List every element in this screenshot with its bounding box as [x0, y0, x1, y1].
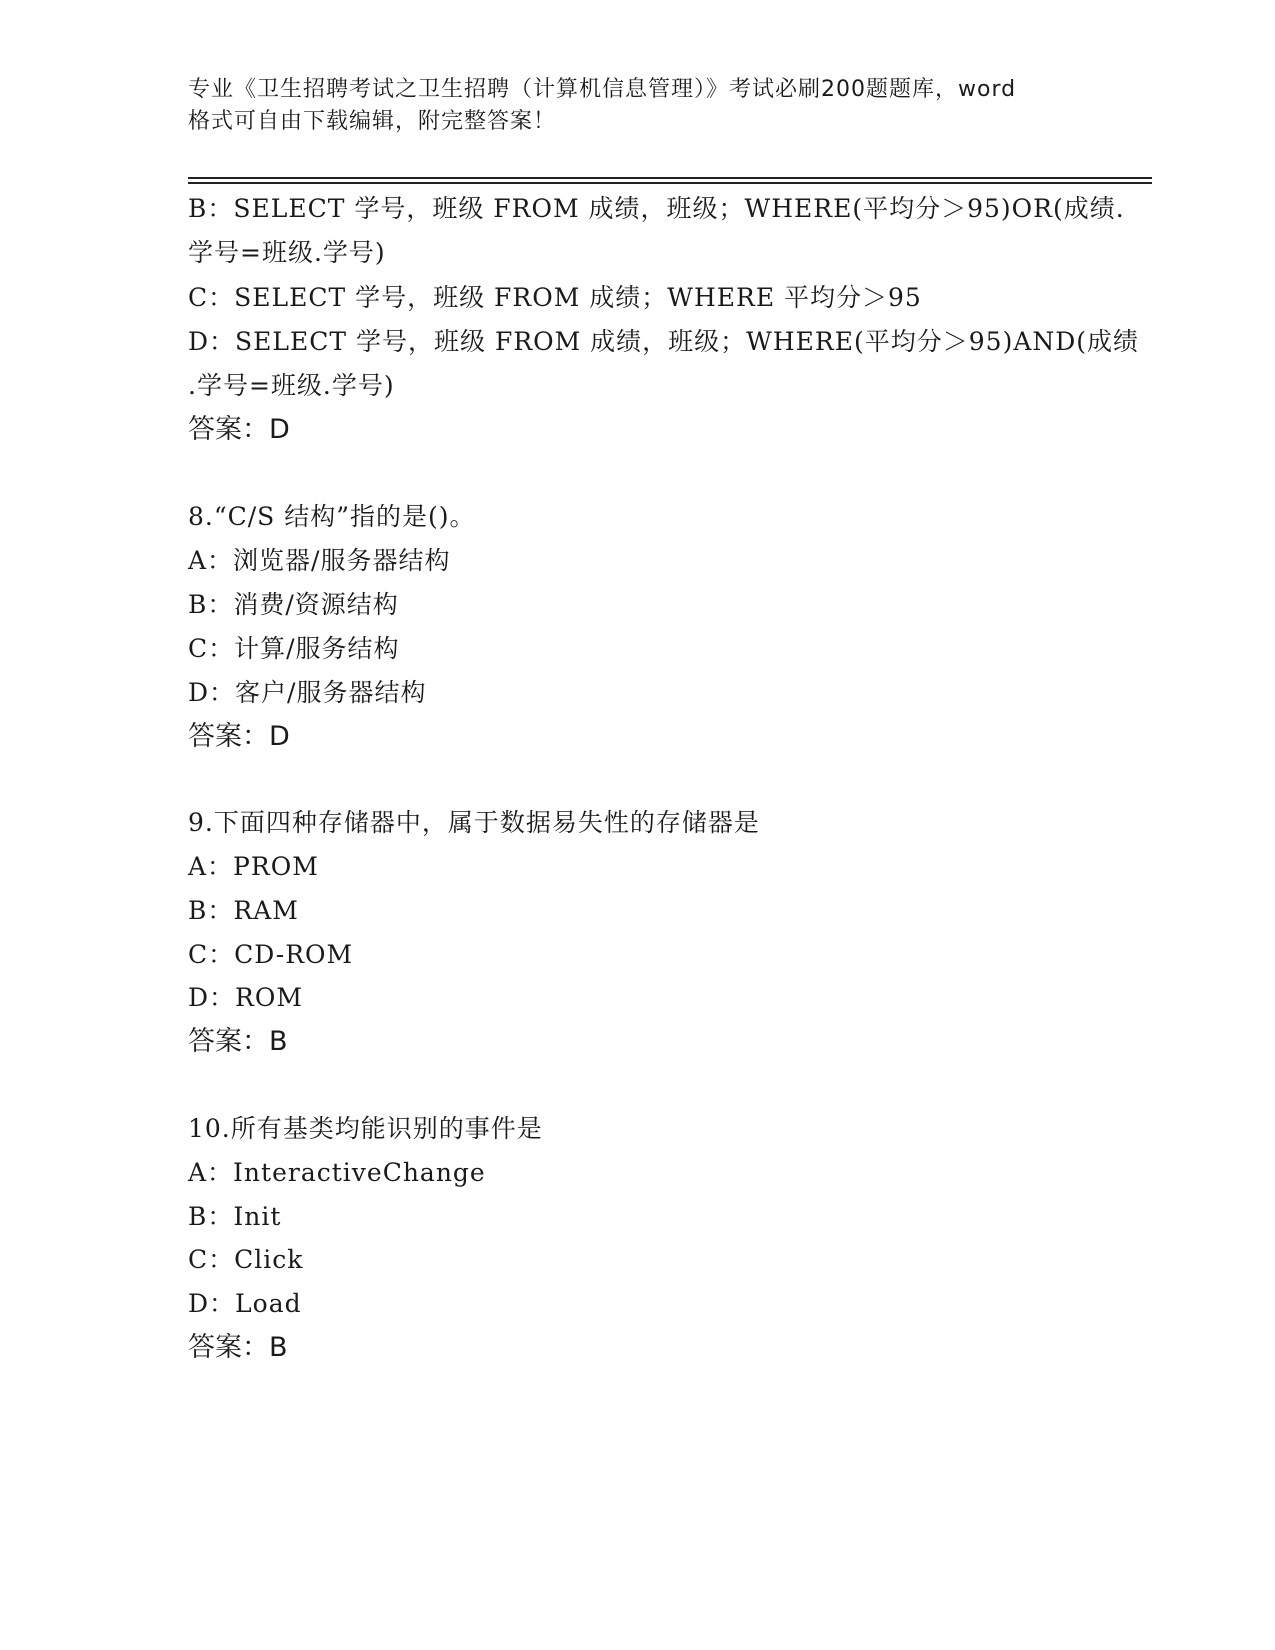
q7-option-b-line-1: B：SELECT 学号，班级 FROM 成绩，班级；WHERE(平均分＞95)OR(成绩.: [188, 194, 1125, 223]
q10-option-c: C：Click: [188, 1245, 304, 1274]
q7-option-c: C：SELECT 学号，班级 FROM 成绩；WHERE 平均分＞95: [188, 283, 922, 312]
q8-option-a: A：浏览器/服务器结构: [188, 546, 451, 575]
q10-option-a: A：InteractiveChange: [188, 1158, 486, 1187]
q9-option-d: D：ROM: [188, 983, 303, 1012]
q7-option-d-line-2: .学号=班级.学号): [188, 371, 395, 400]
q7-option-d-line-1: D：SELECT 学号，班级 FROM 成绩，班级；WHERE(平均分＞95)AND(成绩: [188, 327, 1140, 356]
header-line-2: 格式可自由下载编辑，附完整答案！: [188, 109, 557, 134]
header-line-1: 专业《卫生招聘考试之卫生招聘（计算机信息管理）》考试必刷200题题库，word: [188, 77, 1017, 102]
q7-option-b-line-2: 学号=班级.学号): [188, 238, 386, 267]
q10-answer: 答案：B: [188, 1332, 288, 1363]
q10-option-b: B：Init: [188, 1202, 282, 1231]
q10-option-d: D：Load: [188, 1289, 302, 1318]
q9-question: 9.下面四种存储器中，属于数据易失性的存储器是: [188, 808, 760, 837]
q8-question: 8.“C/S 结构”指的是()。: [188, 502, 476, 531]
q8-option-c: C：计算/服务结构: [188, 634, 400, 663]
q8-answer: 答案：D: [188, 721, 290, 752]
header-divider-bottom: [188, 182, 1152, 184]
q9-option-c: C：CD-ROM: [188, 940, 354, 969]
header-divider-top: [188, 177, 1152, 179]
document-header: [188, 74, 1108, 138]
q9-option-b: B：RAM: [188, 896, 299, 925]
q9-option-a: A：PROM: [188, 852, 319, 881]
q7-answer: 答案：D: [188, 414, 290, 445]
q10-question: 10.所有基类均能识别的事件是: [188, 1114, 543, 1143]
q8-option-d: D：客户/服务器结构: [188, 678, 427, 707]
q9-answer: 答案：B: [188, 1026, 288, 1057]
q8-option-b: B：消费/资源结构: [188, 590, 399, 619]
